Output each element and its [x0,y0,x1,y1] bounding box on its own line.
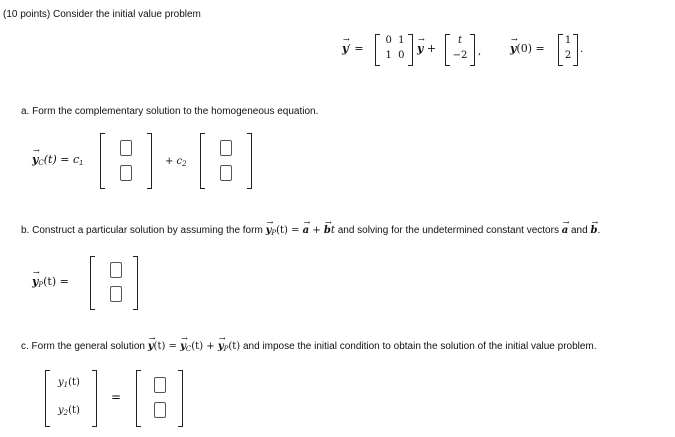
form-t: t [330,225,335,236]
part-b-end: . [597,225,601,236]
vecp-right-bracket [133,256,138,310]
vecc-entry-2-input[interactable] [154,402,166,418]
part-b-text-1: b. Construct a particular solution by assuming the form [21,225,266,236]
matrix-a-cell: 0 [398,50,405,61]
y2-arg: (t) [68,405,80,416]
period: . [580,44,584,55]
matrix-a-cell: 0 [385,35,392,46]
y1-subscript: 1 [63,381,69,389]
vecp-entry-2-input[interactable] [110,286,122,302]
vec2-left-bracket [200,133,205,189]
vecp-entry-1-input[interactable] [110,262,122,278]
y-vector-symbol: → y [32,153,38,166]
vec2-entry-2-input[interactable] [220,165,232,181]
vecc-left-bracket [136,370,141,427]
y-plus-label: → y + [417,42,436,55]
subscript-c: C [38,159,44,167]
matrix-a-left-bracket [375,34,380,66]
part-b-text-2: and solving for the undetermined constant vectors [334,225,562,236]
matrix-a [381,33,409,63]
vecc-right-bracket [178,370,183,427]
y1-arg: (t) [68,377,80,388]
y0-right-bracket [573,34,578,66]
comma: , [478,46,482,57]
part-c-text-1: c. Form the general solution [21,341,148,352]
plus-c2 [165,156,187,168]
vec1-left-bracket [100,133,105,189]
vec1-entry-1-input[interactable] [120,140,132,156]
eq-part-3: (t) [228,341,241,352]
y0-entry: 2 [564,50,572,61]
y1-symbol: y [58,377,64,388]
y-vector-symbol: → y [510,42,516,55]
vec1-right-bracket [147,133,152,189]
complementary-lhs-text: (t) = c [43,153,80,166]
matrix-a-right-bracket [408,34,413,66]
a-vector-symbol: → a [303,225,309,236]
b-vector-symbol: → b [590,225,597,236]
matrix-a-cell: 1 [385,50,392,61]
particular-lhs [32,275,69,289]
vecp-left-bracket [90,256,95,310]
y2-subscript: 2 [63,409,69,417]
form-plus: + [309,225,324,236]
y-prime-text: ′ = [348,42,364,55]
c2-subscript: 2 [182,160,187,168]
plus-c2-text: + c [165,156,183,167]
y1-entry [58,377,80,389]
y0-entry: 1 [564,35,572,46]
part-a-prompt: a. Form the complementary solution to the homogeneous equation. [21,106,319,117]
part-b-prompt [21,225,600,237]
forcing-entry: −2 [452,50,468,61]
particular-lhs-text: (t) = [43,275,69,288]
subscript-p: P [38,281,44,289]
y-vector-symbol: → y [180,341,186,352]
subscript-p: P [271,229,277,237]
form-mid: (t) = [276,225,303,236]
soln-left-bracket [45,370,50,427]
forcing-right-bracket [470,34,475,66]
vec2-right-bracket [247,133,252,189]
forcing-vector [449,33,471,63]
y-vector-symbol: → y [218,341,224,352]
equals-sign: = [111,390,122,404]
a-vector-symbol: → a [562,225,568,236]
vec2-entry-1-input[interactable] [220,140,232,156]
y-vector-symbol: → y [266,225,272,236]
forcing-entry: t [457,35,463,46]
complementary-lhs [32,153,83,167]
y2-entry [58,405,80,417]
y-vector-symbol: → y [32,275,38,288]
y0-label: → y(0) = [510,42,545,55]
and-text: and [568,225,591,236]
soln-right-bracket [92,370,97,427]
b-vector-symbol: → b [324,225,331,236]
matrix-a-cell: 1 [398,35,405,46]
part-c-text-2: and impose the initial condition to obtain the solution of the initial value problem. [240,341,597,352]
y2-symbol: y [58,405,64,416]
y-vector-symbol: → y [342,42,348,55]
eq-part-2: (t) + [191,341,218,352]
y-vector-symbol: → y [148,341,154,352]
problem-header: (10 points) Consider the initial value problem [3,9,201,20]
y-prime-label [342,42,364,55]
vecc-entry-1-input[interactable] [154,377,166,393]
vec1-entry-2-input[interactable] [120,165,132,181]
part-c-prompt [21,341,597,353]
subscript-c: C [185,345,192,353]
subscript-p: P [223,345,229,353]
eq-part-1: (t) = [153,341,181,352]
y-vector-symbol: → y [417,42,423,55]
c1-subscript: 1 [79,160,84,167]
